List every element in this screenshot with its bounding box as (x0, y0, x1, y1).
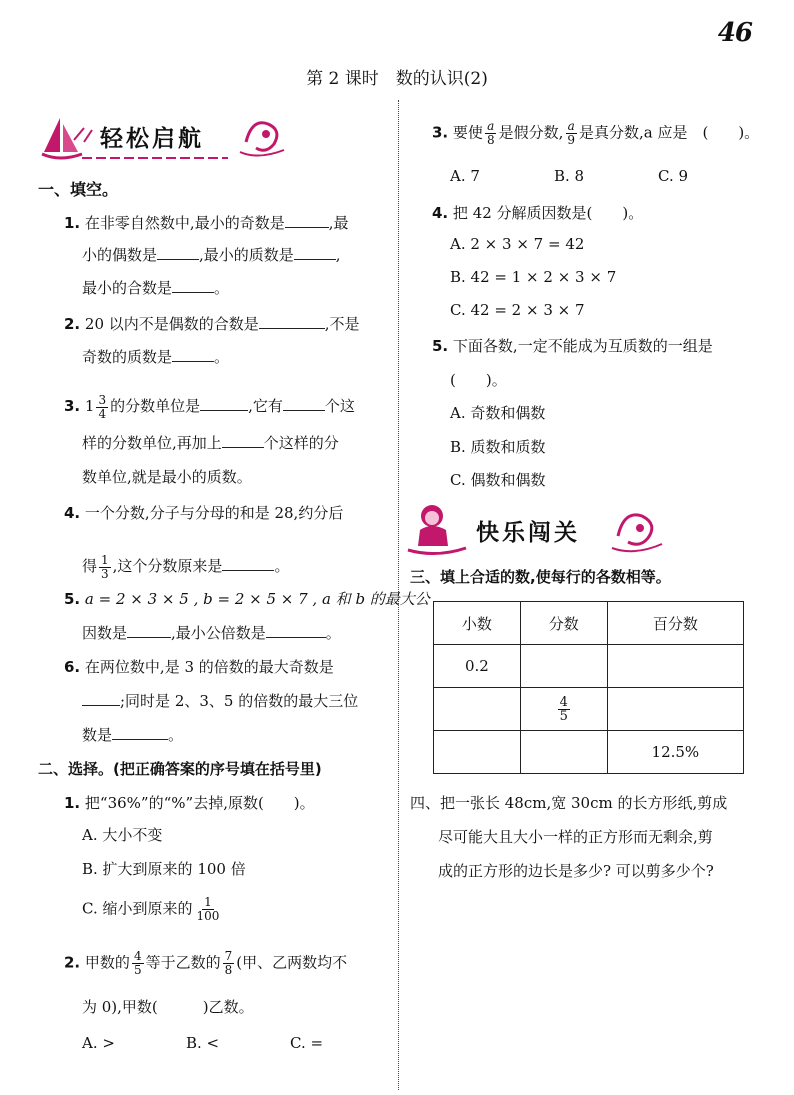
q-text: 是真分数,a 应是 ( )。 (579, 123, 760, 142)
q-text: 。 (325, 624, 341, 642)
q-text: a = 2 × 3 × 5 , b = 2 × 5 × 7 , a 和 b 的最大公 (84, 590, 430, 608)
banner-title: 轻松启航 (100, 126, 204, 152)
q-text: 样的分数单位,再加上 (82, 434, 222, 452)
column-header: 小数 (434, 602, 521, 645)
table-cell: 0.2 (434, 645, 521, 688)
numerator: 3 (98, 392, 107, 407)
option-a: A. 大小不变 (82, 826, 163, 844)
column-header: 百分数 (607, 602, 743, 645)
question-2-5-line2: ( )。 (450, 371, 507, 389)
q-text: 。 (274, 557, 290, 575)
question-1-4-line2 (82, 538, 289, 581)
question-2-2 (64, 950, 347, 977)
question-1-6 (64, 656, 334, 677)
option-a: A. 2 × 3 × 7 = 42 (450, 235, 585, 253)
q-text: 在两位数中,是 3 的倍数的最大奇数是 (84, 658, 334, 676)
q-text: 20 以内不是偶数的合数是 (84, 315, 259, 333)
question-2-1 (64, 792, 315, 813)
option-c: C. 偶数和偶数 (450, 471, 546, 489)
denominator: 8 (486, 133, 495, 147)
fraction (485, 120, 497, 147)
q-text: 甲数的 (84, 953, 130, 972)
option-b: B. 8 (554, 167, 585, 185)
q-text: ;同时是 2、3、5 的倍数的最大三位 (120, 692, 359, 710)
section-4-line2: 尽可能大且大小一样的正方形而无剩余,剪 (438, 828, 713, 846)
q-text: 小的偶数是 (82, 246, 158, 264)
q-number: 3. (64, 397, 81, 415)
answer-blank[interactable] (259, 314, 325, 329)
question-2-5 (432, 335, 713, 356)
q-text: 一个分数,分子与分母的和是 28,约分后 (84, 504, 344, 522)
table-row (434, 645, 744, 688)
answer-blank[interactable] (127, 623, 171, 638)
section-1-heading: 一、填空。 (38, 180, 119, 199)
q-text: 。 (214, 279, 230, 297)
q-text: (甲、乙两数均不 (236, 953, 348, 972)
option-c (82, 896, 223, 923)
table-row (434, 731, 744, 774)
banner-easy-start (38, 112, 288, 158)
answer-cell[interactable] (434, 688, 521, 731)
q-text: ,最小的质数是 (199, 246, 294, 264)
q-text: 下面各数,一定不能成为互质数的一组是 (452, 337, 713, 355)
question-1-3 (64, 382, 355, 421)
fraction (194, 896, 221, 923)
option-a: A. 7 (450, 167, 480, 185)
question-1-3-line3: 数单位,就是最小的质数。 (82, 468, 252, 486)
answer-blank[interactable] (200, 396, 248, 411)
table-row (434, 688, 744, 731)
q-number: 1. (64, 214, 81, 232)
question-1-1 (64, 212, 348, 233)
denominator: 5 (559, 708, 568, 724)
q-text: 是假分数, (498, 123, 564, 142)
answer-blank[interactable] (266, 623, 326, 638)
q-number: 5. (432, 337, 449, 355)
mixed-whole: 1 (84, 397, 95, 415)
q-text: 因数是 (82, 624, 128, 642)
q-text: 得 (82, 557, 98, 575)
q-text: 要使 (452, 123, 483, 142)
section-4-line1: 四、把一张长 48cm,宽 30cm 的长方形纸,剪成 (410, 794, 728, 812)
q-number: 5. (64, 590, 81, 608)
q-text: ,最 (328, 214, 349, 232)
q-text: 的分数单位是 (110, 397, 201, 415)
dragon-ornament-icon (610, 504, 666, 554)
answer-blank[interactable] (172, 347, 214, 362)
option-c: C. 9 (658, 167, 689, 185)
q-text: 个这 (324, 397, 355, 415)
numerator: 4 (559, 694, 568, 710)
denominator: 4 (98, 406, 107, 421)
denominator: 8 (224, 963, 233, 977)
question-1-6-line2 (82, 690, 358, 711)
q-number: 2. (64, 315, 81, 333)
option-b: B. < (186, 1034, 220, 1052)
numerator: a (567, 119, 575, 133)
answer-cell[interactable] (520, 645, 607, 688)
answer-blank[interactable] (112, 725, 168, 740)
question-1-1-line2 (82, 244, 341, 265)
numerator: 1 (204, 895, 212, 909)
q-text: 等于乙数的 (145, 953, 221, 972)
numerator: 4 (133, 949, 142, 963)
q-number: 4. (64, 504, 81, 522)
question-1-3-line2 (82, 432, 339, 453)
answer-blank[interactable] (294, 245, 336, 260)
q-text: 。 (214, 348, 230, 366)
q-text: 把 42 分解质因数是( )。 (452, 204, 644, 222)
answer-cell[interactable] (434, 731, 521, 774)
q-text: ,最小公倍数是 (171, 624, 266, 642)
numerator: 1 (101, 552, 109, 567)
denominator: 100 (196, 909, 220, 923)
dragon-ornament-icon (238, 112, 288, 158)
answer-blank[interactable] (283, 396, 325, 411)
banner-happy-challenge (406, 500, 666, 556)
q-text: 奇数的质数是 (82, 348, 173, 366)
q-text: 最小的合数是 (82, 279, 173, 297)
answer-cell[interactable] (607, 645, 743, 688)
section-4-line3: 成的正方形的边长是多少? 可以剪多少个? (438, 862, 714, 880)
fraction (558, 696, 570, 723)
question-1-1-line3 (82, 277, 229, 298)
question-1-2-line2 (82, 346, 229, 367)
answer-blank[interactable] (172, 278, 214, 293)
fraction (565, 120, 577, 147)
answer-blank[interactable] (222, 433, 264, 448)
q-text: 在非零自然数中,最小的奇数是 (84, 214, 285, 232)
answer-blank[interactable] (82, 691, 120, 706)
fraction (132, 950, 144, 977)
numerator: a (487, 119, 495, 133)
denominator: 3 (101, 566, 109, 581)
q-text: , (335, 246, 341, 264)
q-text: 。 (168, 726, 184, 744)
question-1-4 (64, 502, 343, 523)
option-a: A. 奇数和偶数 (450, 404, 546, 422)
answer-cell[interactable] (520, 731, 607, 774)
q-text: 把“36%”的“%”去掉,原数( )。 (84, 794, 315, 812)
answer-blank[interactable] (222, 556, 274, 571)
q-number: 4. (432, 204, 449, 222)
page-number: 46 (717, 18, 752, 48)
fraction (223, 950, 235, 977)
page-title: 第 2 课时 数的认识(2) (306, 69, 488, 89)
option-b: B. 42 = 1 × 2 × 3 × 7 (450, 268, 617, 286)
table-cell (520, 688, 607, 731)
denominator: 9 (567, 133, 575, 147)
denominator: 5 (133, 963, 142, 977)
fraction (99, 554, 111, 581)
answer-blank[interactable] (285, 213, 329, 228)
section-2-heading: 二、选择。(把正确答案的序号填在括号里) (38, 760, 322, 778)
option-c: C. = (290, 1034, 324, 1052)
option-b: B. 质数和质数 (450, 438, 546, 456)
equivalence-table (433, 601, 744, 774)
q-number: 6. (64, 658, 81, 676)
q-text: 个这样的分 (263, 434, 339, 452)
q-text: ,这个分数原来是 (112, 557, 223, 575)
answer-blank[interactable] (157, 245, 199, 260)
question-1-5-line2 (82, 622, 341, 643)
q-number: 2. (64, 953, 81, 972)
question-2-2-line2: 为 0),甲数( )乙数。 (82, 998, 254, 1016)
q-number: 3. (432, 123, 449, 142)
answer-cell[interactable] (607, 688, 743, 731)
q-text: 数是 (82, 726, 113, 744)
question-2-4 (432, 202, 643, 223)
table-cell: 12.5% (607, 731, 743, 774)
table-header-row (434, 602, 744, 645)
cartoon-character-icon (406, 500, 476, 556)
q-number: 1. (64, 794, 81, 812)
numerator: 7 (224, 949, 233, 963)
question-2-3 (432, 120, 759, 147)
section-3-heading: 三、填上合适的数,使每行的各数相等。 (410, 568, 671, 586)
option-b: B. 扩大到原来的 100 倍 (82, 860, 246, 878)
q-text: C. 缩小到原来的 (82, 899, 193, 918)
question-1-5 (64, 588, 430, 609)
question-1-2 (64, 313, 360, 334)
fraction (96, 394, 108, 421)
question-1-6-line3 (82, 724, 183, 745)
banner-title: 快乐闯关 (476, 520, 580, 546)
option-c: C. 42 = 2 × 3 × 7 (450, 301, 585, 319)
option-a: A. > (82, 1034, 115, 1052)
column-header: 分数 (520, 602, 607, 645)
q-text: ,不是 (324, 315, 360, 333)
q-text: ,它有 (248, 397, 283, 415)
